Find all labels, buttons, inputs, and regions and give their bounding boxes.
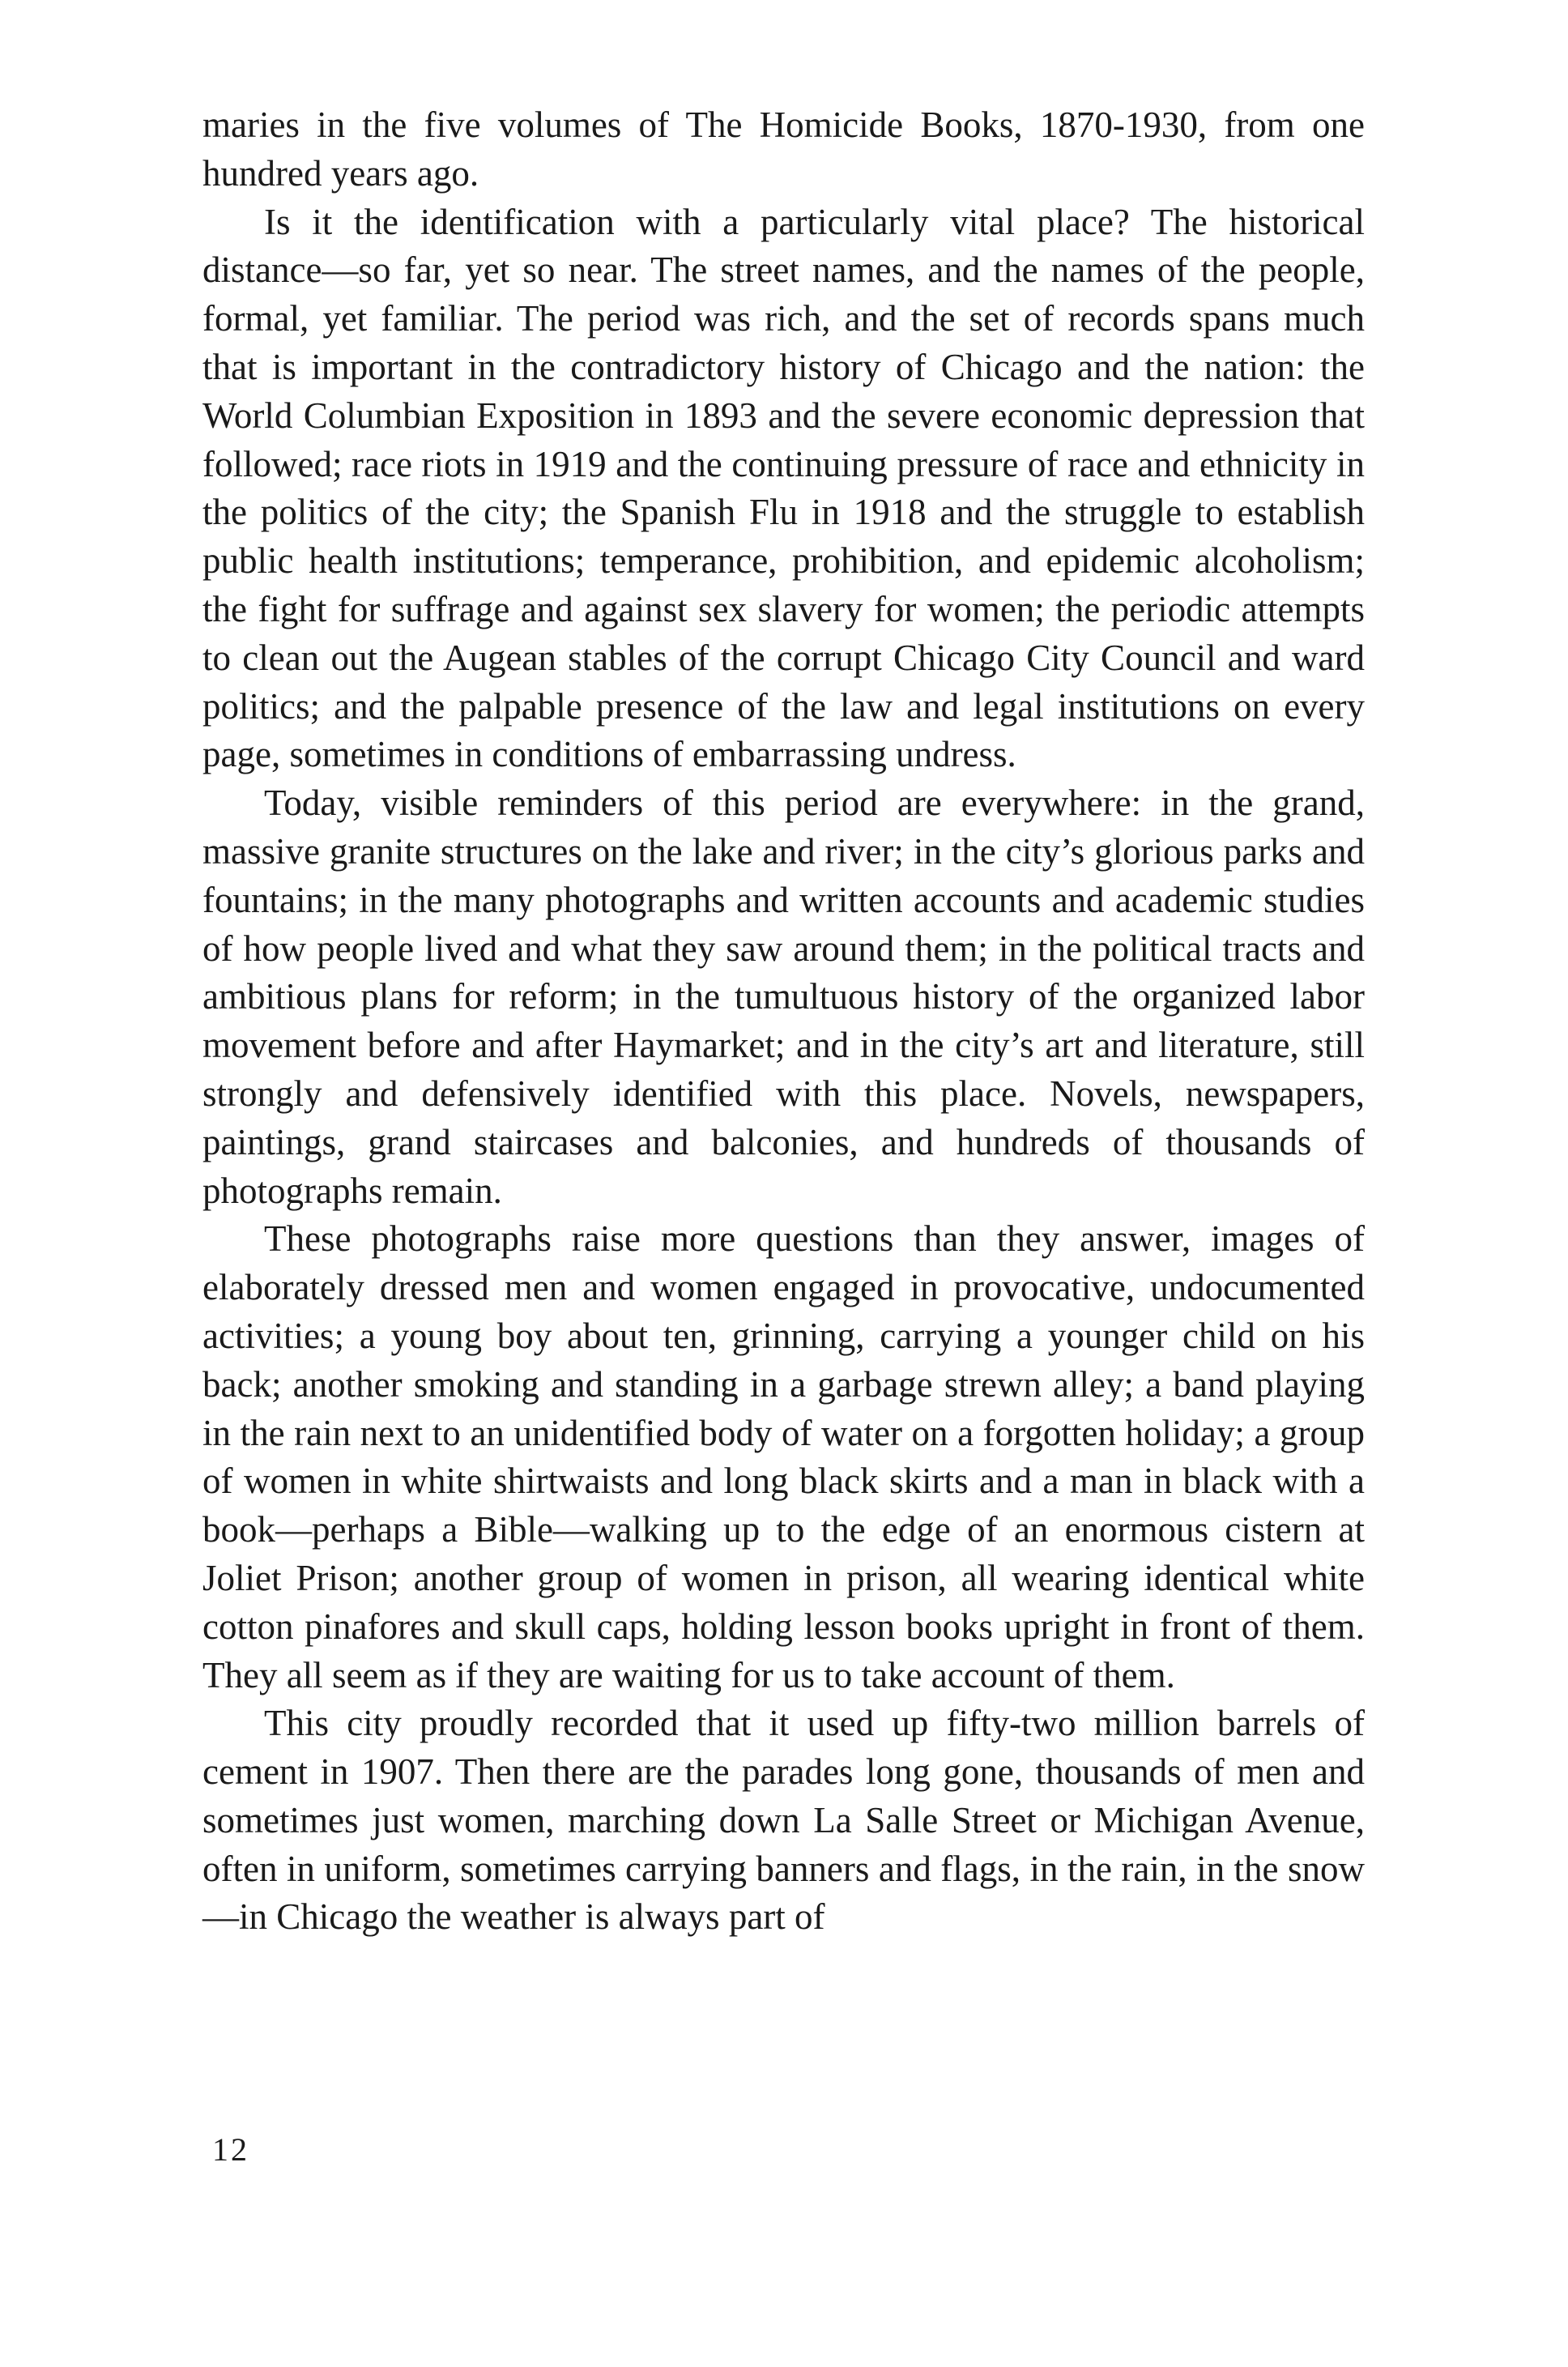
paragraph-cement: This city proudly recorded that it used up fifty-two million barrels of cement in 1907. Then there are the parades long gone, thousands of men and sometimes just women, marching down La Salle Street or Michigan Avenue, often in uniform, sometimes carrying banners and flags, in the rain, in the snow—in Chicago the weather is always part of (202, 1703, 1365, 1938)
paragraph-identification: Is it the identification with a particularly vital place? The historical distance—so far, yet so near. The street names, and the names of the people, formal, yet familiar. The period was rich, and the set of records spans much that is important in the contradictory history of Chicago and the nation: the World Columbian Exposition in 1893 and the severe economic depression that followed; race riots in 1919 and the continuing pressure of race and ethnicity in the politics of the city; the Spanish Flu in 1918 and the struggle to establish public health institutions; temperance, prohibition, and epidemic alcoholism; the fight for suffrage and against sex slavery for women; the periodic attempts to clean out the Augean stables of the corrupt Chicago City Council and ward politics; and the palpable presence of the law and legal institutions on every page, sometimes in conditions of embarrassing undress. (202, 201, 1365, 775)
paragraph-photographs: These photographs raise more questions than they answer, images of elaborately dressed men and women engaged in provocative, undocumented activities; a young boy about ten, grinning, carrying a younger child on his back; another smoking and standing in a garbage strewn alley; a band playing in the rain next to an unidentified body of water on a forgotten holiday; a group of women in white shirtwaists and long black skirts and a man in black with a book—perhaps a Bible—walking up to the edge of an enormous cistern at Joliet Prison; another group of women in prison, all wearing identical white cotton pinafores and skull caps, holding lesson books upright in front of them. They all seem as if they are waiting for us to take account of them. (202, 1218, 1365, 1695)
paragraph-reminders: Today, visible reminders of this period are everywhere: in the grand, massive granite structures on the lake and river; in the city’s glorious parks and fountains; in the many photographs and written accounts and academic studies of how people lived and what they saw around them; in the political tracts and ambitious plans for reform; in the tumultuous history of the organized labor movement before and after Haymarket; and in the city’s art and literature, still strongly and defensively identified with this place. Novels, newspapers, paintings, grand staircases and balconies, and hundreds of thousands of photographs remain. (202, 783, 1365, 1211)
page-number: 12 (212, 2131, 249, 2168)
paragraph-continued: maries in the five volumes of The Homicide Books, 1870-1930, from one hundred years ago. (202, 104, 1365, 194)
body-text (202, 101, 1365, 1942)
